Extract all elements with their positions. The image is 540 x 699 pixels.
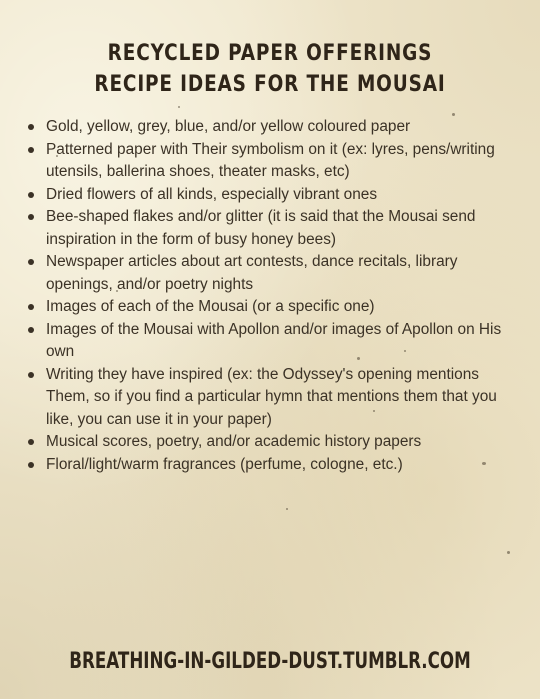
list-item: Floral/light/warm fragrances (perfume, cologne, etc.)	[24, 454, 520, 477]
paper-speck	[286, 508, 288, 510]
list-item: Bee-shaped flakes and/or glitter (it is said that the Mousai send inspiration in the form of busy honey bees)	[24, 206, 520, 251]
paper-speck	[178, 106, 180, 108]
footer-url: BREATHING-IN-GILDED-DUST.TUMBLR.COM	[69, 649, 471, 674]
ingredient-list	[24, 116, 520, 476]
list-item: Images of the Mousai with Apollon and/or images of Apollon on His own	[24, 319, 520, 364]
page-title	[43, 38, 497, 100]
list-item: Patterned paper with Their symbolism on it (ex: lyres, pens/writing utensils, ballerina shoes, theater masks, etc)	[24, 139, 520, 184]
title-line-1: RECYCLED PAPER OFFERINGS	[107, 41, 433, 66]
list-item: Writing they have inspired (ex: the Odyssey's opening mentions Them, so if you find a particular hymn that mentions them that you like, you can use it in your paper)	[24, 364, 520, 432]
list-item: Dried flowers of all kinds, especially vibrant ones	[24, 184, 520, 207]
title-line-2: RECIPE IDEAS FOR THE MOUSAI	[94, 72, 446, 97]
list-item: Newspaper articles about art contests, dance recitals, library openings, and/or poetry nights	[24, 251, 520, 296]
paper-speck	[507, 551, 510, 554]
list-item: Musical scores, poetry, and/or academic history papers	[24, 431, 520, 454]
list-item: Images of each of the Mousai (or a specific one)	[24, 296, 520, 319]
list-item: Gold, yellow, grey, blue, and/or yellow coloured paper	[24, 116, 520, 139]
